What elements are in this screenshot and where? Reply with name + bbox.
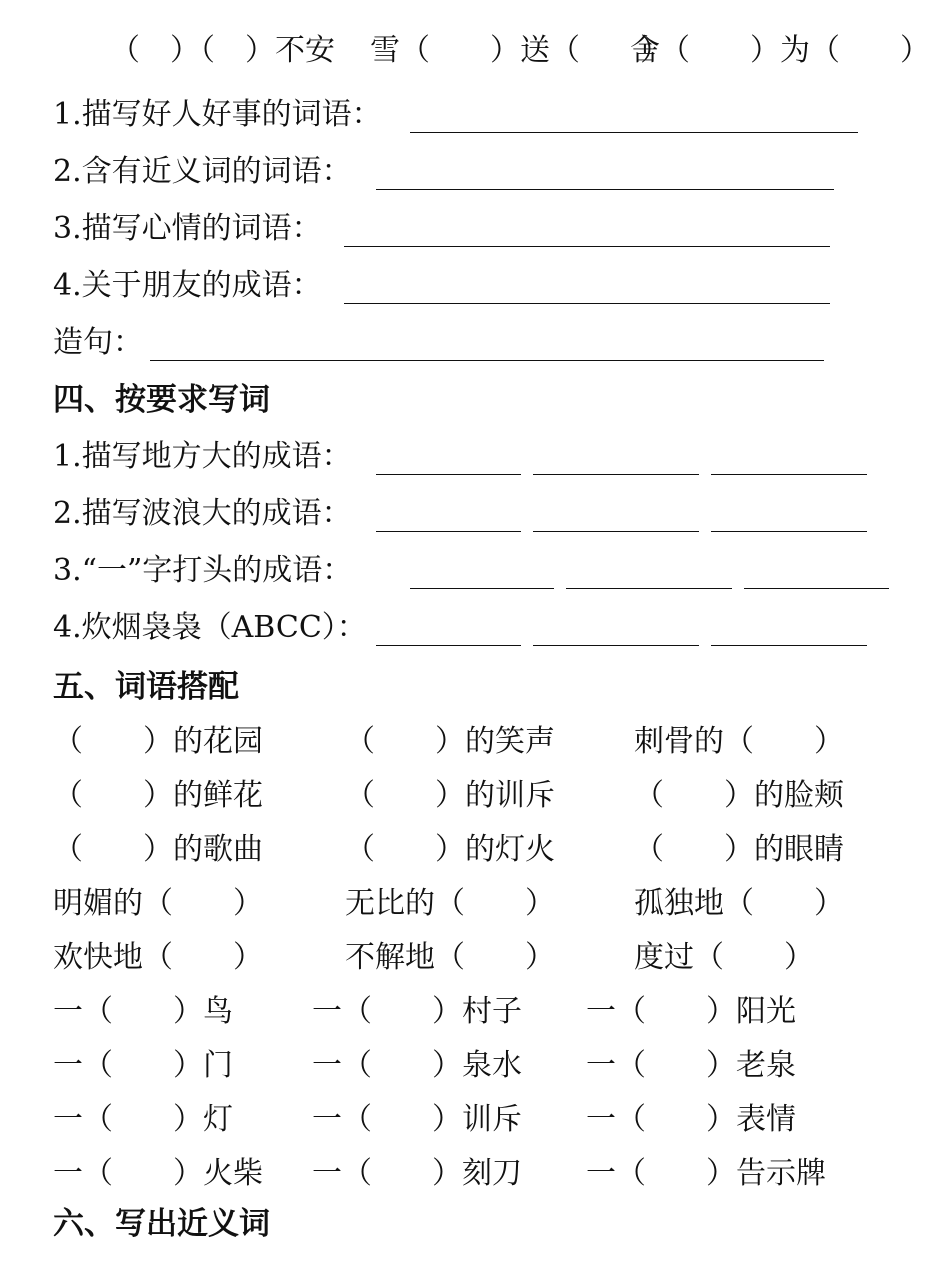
- answer-line[interactable]: [533, 645, 699, 646]
- match-item: 孤独地（ ）: [634, 886, 844, 921]
- match-item: 一（ ）表情: [586, 1102, 796, 1137]
- question-row: [0, 90, 950, 140]
- match-row: [0, 1041, 950, 1091]
- question-row: [0, 147, 950, 197]
- question-label: 造句：: [53, 325, 143, 360]
- match-row: [0, 879, 950, 929]
- match-row: [0, 1095, 950, 1145]
- section-title: 六、写出近义词: [53, 1206, 270, 1242]
- match-row: [0, 933, 950, 983]
- match-item: 一（ ）火柴: [53, 1156, 263, 1191]
- match-item: 一（ ）门: [53, 1048, 233, 1083]
- answer-line[interactable]: [344, 303, 830, 304]
- question-label: 1.描写地方大的成语：: [53, 439, 352, 474]
- answer-line[interactable]: [533, 474, 699, 475]
- question-row: [0, 432, 950, 482]
- question-row: [0, 546, 950, 596]
- answer-line[interactable]: [376, 531, 521, 532]
- question-label: 4.炊烟袅袅（ABCC）：: [53, 610, 367, 645]
- section-title: 四、按要求写词: [53, 382, 270, 418]
- answer-line[interactable]: [711, 645, 867, 646]
- match-item: 一（ ）刻刀: [312, 1156, 522, 1191]
- match-item: （ ）的花园: [53, 724, 263, 759]
- match-item: 一（ ）老泉: [586, 1048, 796, 1083]
- match-item: （ ）的训斥: [345, 778, 555, 813]
- answer-line[interactable]: [376, 645, 521, 646]
- answer-line[interactable]: [744, 588, 889, 589]
- question-label: 4.关于朋友的成语：: [53, 268, 322, 303]
- match-item: 一（ ）鸟: [53, 994, 233, 1029]
- match-item: 不解地（ ）: [345, 940, 555, 975]
- answer-line[interactable]: [711, 531, 867, 532]
- question-row: [0, 204, 950, 254]
- match-item: （ ）的笑声: [345, 724, 555, 759]
- answer-line[interactable]: [410, 588, 554, 589]
- question-label: 2.含有近义词的词语：: [53, 154, 352, 189]
- match-item: 欢快地（ ）: [53, 940, 263, 975]
- answer-line[interactable]: [711, 474, 867, 475]
- match-item: 刺骨的（ ）: [634, 724, 844, 759]
- match-item: 一（ ）阳光: [586, 994, 796, 1029]
- match-item: （ ）的脸颊: [634, 778, 844, 813]
- question-label: 2.描写波浪大的成语：: [53, 496, 352, 531]
- match-item: 明媚的（ ）: [53, 886, 263, 921]
- question-label: 3.“一”字打头的成语：: [53, 553, 353, 588]
- match-row: [0, 771, 950, 821]
- section-title: 五、词语搭配: [53, 669, 239, 705]
- match-item: （ ）的歌曲: [53, 832, 263, 867]
- match-item: 一（ ）村子: [312, 994, 522, 1029]
- question-row: [0, 603, 950, 653]
- section-heading-row: [0, 662, 950, 712]
- match-item: 一（ ）告示牌: [586, 1156, 826, 1191]
- section-heading-row: [0, 375, 950, 425]
- match-item: 一（ ）训斥: [312, 1102, 522, 1137]
- match-item: 无比的（ ）: [345, 886, 555, 921]
- top-fill-row: [0, 26, 950, 76]
- answer-line[interactable]: [566, 588, 732, 589]
- question-row: [0, 489, 950, 539]
- fill-phrase: 舍（ ）为（ ）: [630, 33, 930, 68]
- answer-line[interactable]: [376, 474, 521, 475]
- match-item: （ ）的灯火: [345, 832, 555, 867]
- match-item: （ ）的眼睛: [634, 832, 844, 867]
- answer-line[interactable]: [150, 360, 824, 361]
- match-item: （ ）的鲜花: [53, 778, 263, 813]
- answer-line[interactable]: [376, 189, 834, 190]
- match-row: [0, 1149, 950, 1199]
- answer-line[interactable]: [410, 132, 858, 133]
- match-item: 一（ ）灯: [53, 1102, 233, 1137]
- fill-phrase: （ ）（ ）不安: [110, 33, 335, 68]
- answer-line[interactable]: [533, 531, 699, 532]
- question-row: [0, 261, 950, 311]
- answer-line[interactable]: [344, 246, 830, 247]
- match-row: [0, 717, 950, 767]
- match-row: [0, 825, 950, 875]
- question-label: 1.描写好人好事的词语：: [53, 97, 382, 132]
- match-item: 度过（ ）: [634, 940, 814, 975]
- question-row: [0, 318, 950, 368]
- section-heading-row: [0, 1199, 950, 1249]
- question-label: 3.描写心情的词语：: [53, 211, 322, 246]
- match-item: 一（ ）泉水: [312, 1048, 522, 1083]
- match-row: [0, 987, 950, 1037]
- fill-phrase: 雪（ ）送（ ）: [370, 33, 670, 68]
